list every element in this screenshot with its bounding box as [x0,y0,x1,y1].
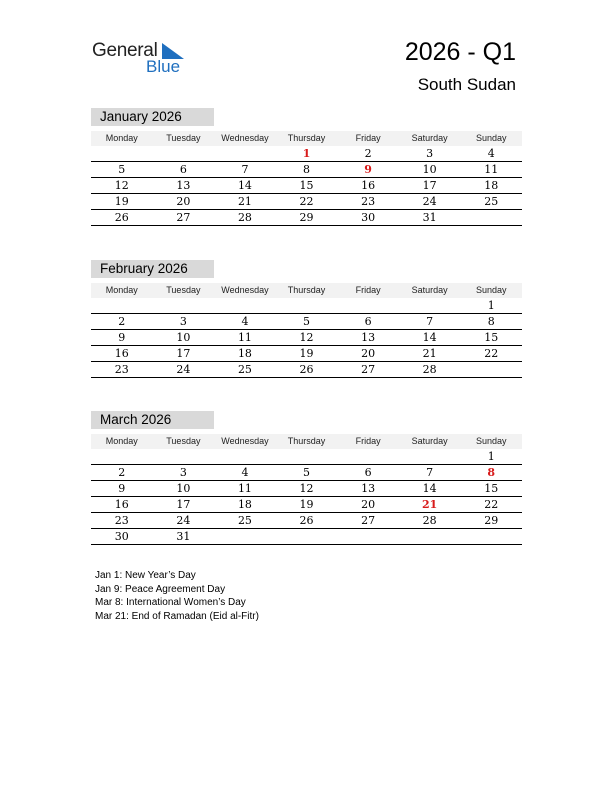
day-cell [91,146,153,161]
day-cell: 29 [484,514,499,527]
logo-text-general: General [92,40,158,61]
day-cell: 27 [176,211,191,224]
day-cell [276,449,338,464]
week-row [91,346,522,362]
holiday-item: Jan 1: New Year’s Day [95,570,196,581]
day-cell [214,449,276,464]
day-cell: 22 [484,347,499,360]
weekday-label: Friday [355,436,381,446]
weekday-label: Monday [105,285,138,295]
day-cell: 1 [487,450,495,463]
day-cell: 11 [484,163,499,176]
month-february [91,260,522,378]
day-cell: 6 [364,466,372,479]
day-cell [214,298,276,313]
day-cell: 23 [114,514,129,527]
day-cell: 21 [422,498,438,511]
week-row [91,146,522,162]
day-cell: 24 [176,363,191,376]
day-cell: 25 [237,363,252,376]
day-cell: 7 [426,315,434,328]
day-cell: 4 [487,147,495,160]
day-cell: 2 [118,466,126,479]
weekday-label: Wednesday [221,285,269,295]
day-cell: 10 [176,331,191,344]
day-cell: 30 [361,211,376,224]
day-cell [460,529,522,544]
day-cell: 20 [176,195,191,208]
holiday-item: Mar 8: International Women’s Day [95,597,246,608]
weekday-label: Thursday [287,436,326,446]
day-cell: 2 [118,315,126,328]
day-cell: 15 [484,331,499,344]
day-cell: 3 [179,466,187,479]
day-cell: 1 [302,147,311,160]
week-row [91,162,522,178]
day-cell [337,298,399,313]
day-cell: 28 [237,211,252,224]
weekday-label: Thursday [287,285,326,295]
day-cell: 8 [487,315,495,328]
day-cell [153,449,215,464]
day-cell: 10 [176,482,191,495]
day-cell: 13 [361,331,376,344]
weekday-label: Monday [105,436,138,446]
weekday-header [91,283,522,298]
day-cell [276,529,338,544]
week-row [91,314,522,330]
day-cell [399,449,461,464]
day-cell: 26 [299,363,314,376]
week-row [91,330,522,346]
day-cell: 21 [237,195,252,208]
month-title: March 2026 [91,411,214,429]
day-cell: 18 [484,179,499,192]
week-row [91,178,522,194]
day-cell: 22 [299,195,314,208]
day-cell: 9 [118,482,126,495]
day-cell [214,529,276,544]
day-cell: 21 [422,347,437,360]
day-cell: 19 [299,498,314,511]
month-january [91,108,522,226]
day-cell: 11 [237,482,252,495]
day-cell: 26 [114,211,129,224]
week-row [91,298,522,314]
day-cell [153,298,215,313]
day-cell: 20 [361,347,376,360]
day-cell: 5 [303,466,311,479]
day-cell: 31 [176,530,191,543]
page-title: 2026 - Q1 [404,38,516,66]
day-cell: 19 [299,347,314,360]
day-cell: 13 [361,482,376,495]
day-cell: 19 [114,195,129,208]
month-title: February 2026 [91,260,214,278]
day-cell [460,362,522,377]
day-cell: 27 [361,363,376,376]
weekday-label: Friday [355,285,381,295]
day-cell [214,146,276,161]
weekday-label: Saturday [411,133,448,143]
weekday-label: Thursday [287,133,326,143]
day-cell: 15 [299,179,314,192]
day-cell: 14 [422,482,437,495]
day-cell [276,298,338,313]
weekday-header [91,434,522,449]
day-cell: 8 [303,163,311,176]
holiday-list [95,569,259,623]
day-cell [399,298,461,313]
month-march [91,411,522,545]
day-cell: 25 [237,514,252,527]
weekday-label: Saturday [411,285,448,295]
weekday-label: Friday [355,133,381,143]
weekday-label: Monday [105,133,138,143]
weekday-label: Tuesday [166,285,201,295]
day-cell [460,210,522,225]
day-cell: 30 [114,530,129,543]
day-cell [399,529,461,544]
day-cell: 25 [484,195,499,208]
day-cell: 5 [303,315,311,328]
weekday-label: Saturday [411,436,448,446]
day-cell: 14 [237,179,252,192]
day-cell: 22 [484,498,499,511]
day-cell: 3 [179,315,187,328]
day-cell: 1 [487,299,495,312]
week-row [91,481,522,497]
day-cell: 26 [299,514,314,527]
day-cell: 16 [114,347,129,360]
week-row [91,449,522,465]
day-cell [91,449,153,464]
day-cell: 29 [299,211,314,224]
day-cell: 24 [422,195,437,208]
weekday-label: Sunday [475,133,507,143]
day-cell: 15 [484,482,499,495]
country-name: South Sudan [417,75,516,94]
weekday-label: Tuesday [166,436,201,446]
weekday-label: Wednesday [221,436,269,446]
day-cell: 17 [422,179,437,192]
day-cell: 10 [422,163,437,176]
day-cell: 4 [241,466,249,479]
day-cell: 27 [361,514,376,527]
day-cell: 11 [237,331,252,344]
weekday-header [91,131,522,146]
week-row [91,210,522,226]
day-cell: 3 [426,147,434,160]
day-cell: 12 [114,179,129,192]
day-cell [153,146,215,161]
day-cell: 28 [422,514,437,527]
day-cell: 8 [487,466,496,479]
day-cell: 20 [361,498,376,511]
day-cell [337,529,399,544]
day-cell: 28 [422,363,437,376]
day-cell: 4 [241,315,249,328]
day-cell: 6 [364,315,372,328]
holiday-item: Mar 21: End of Ramadan (Eid al-Fitr) [95,610,259,622]
logo-text-blue: Blue [146,57,181,76]
day-cell: 16 [361,179,376,192]
week-row [91,529,522,545]
day-cell: 31 [422,211,437,224]
day-cell: 18 [237,498,252,511]
week-row [91,194,522,210]
day-cell: 9 [364,163,372,176]
logo [92,40,202,80]
week-row [91,497,522,513]
day-cell: 12 [299,482,314,495]
weekday-label: Sunday [475,285,507,295]
day-cell: 7 [426,466,434,479]
week-row [91,362,522,378]
day-cell: 16 [114,498,129,511]
day-cell: 23 [114,363,129,376]
day-cell: 24 [176,514,191,527]
weekday-label: Sunday [475,436,507,446]
day-cell: 2 [364,147,372,160]
day-cell: 18 [237,347,252,360]
day-cell: 23 [361,195,376,208]
weekday-label: Tuesday [166,133,201,143]
month-title: January 2026 [91,108,214,126]
day-cell: 6 [179,163,187,176]
day-cell [337,449,399,464]
day-cell: 7 [241,163,249,176]
day-cell: 5 [118,163,126,176]
day-cell: 13 [176,179,191,192]
week-row [91,513,522,529]
day-cell: 17 [176,347,191,360]
weekday-label: Wednesday [221,133,269,143]
day-cell: 12 [299,331,314,344]
day-cell: 17 [176,498,191,511]
day-cell [91,298,153,313]
week-row [91,465,522,481]
day-cell: 14 [422,331,437,344]
day-cell: 9 [118,331,126,344]
holiday-item: Jan 9: Peace Agreement Day [95,583,226,595]
